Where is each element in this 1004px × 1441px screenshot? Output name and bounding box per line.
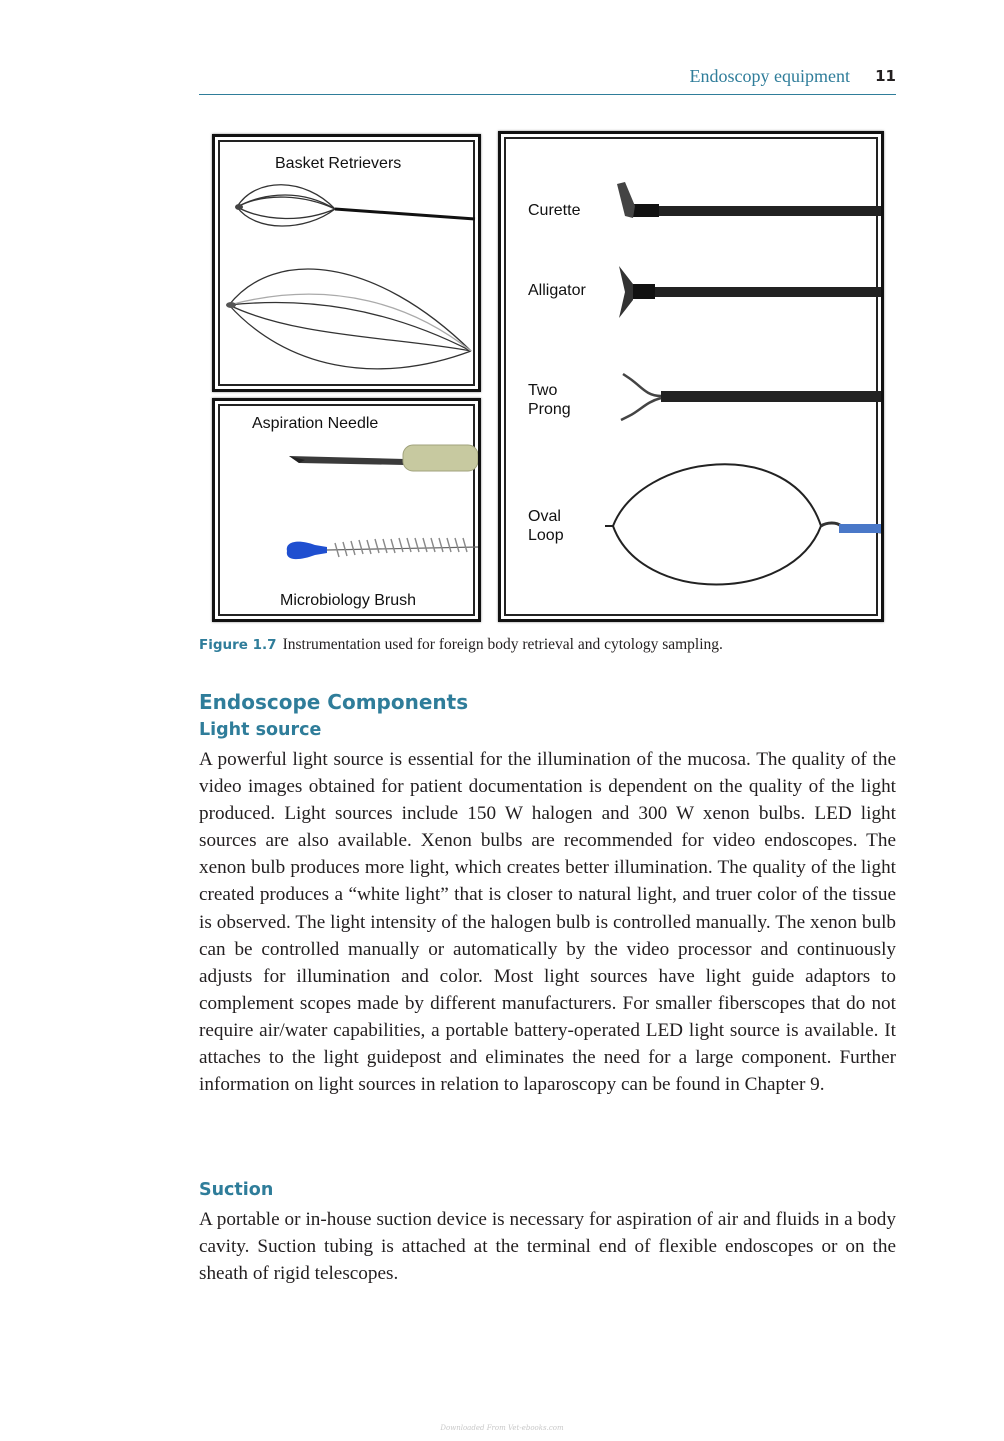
basket-retrievers-label: Basket Retrievers <box>275 155 402 172</box>
footer-watermark: Downloaded From Vet-ebooks.com <box>440 1424 564 1432</box>
basket-retrievers-illustration <box>215 137 478 389</box>
running-head <box>199 64 896 95</box>
page-number: 11 <box>875 67 896 85</box>
panel-forceps <box>498 131 884 622</box>
suction-paragraph: A portable or in-house suction device is necessary for aspiration of air and fluids in a body cavity. Suction tubing is attached at the terminal end of flexible endoscopes or on the sheath of rigid telescopes. <box>199 1209 896 1285</box>
figure-caption-text: Instrumentation used for foreign body retrieval and cytology sampling. <box>282 636 723 653</box>
alligator-label: Alligator <box>528 282 586 299</box>
oval-loop-label: Oval Loop <box>528 508 564 544</box>
microbiology-brush-label: Microbiology Brush <box>280 592 417 609</box>
light-source-heading: Light source <box>199 720 322 740</box>
panel-needle-brush <box>212 398 481 622</box>
section-title: Endoscope Components <box>199 690 469 714</box>
running-title: Endoscopy equipment <box>689 66 850 86</box>
figure-number: Figure 1.7 <box>199 637 277 653</box>
aspiration-needle-label: Aspiration Needle <box>252 415 379 432</box>
panel-basket-retrievers <box>212 134 481 392</box>
light-source-paragraph: A powerful light source is essential for the illumination of the mucosa. The quality of the video images obtained for patient documentation is dependent on the quality of the light produced. Light sources include 150 W halogen and 300 W xenon bulbs. LED light sources are also available. Xenon bulbs are recommended for video endoscopes. The xenon bulb produces more light, which creates better illumination. The quality of the light created produces a “white light” that is closer to natural light, and truer color of the tissue is observed. The light intensity of the halogen bulb is controlled manually. The xenon bulb can be controlled manually or automatically by the video processor and continuously adjusts for illumination and color. Most light sources have light guide adaptors to complement scopes made by different manufacturers. For smaller fiberscopes that do not require air/water capabilities, a portable battery-operated LED light source is available. It attaches to the light guidepost and eliminates the need for a large component. Further information on light sources in relation to laparoscopy can be found in Chapter 9. <box>199 749 896 1096</box>
suction-heading: Suction <box>199 1180 274 1200</box>
two-prong-label: Two Prong <box>528 382 571 418</box>
curette-label: Curette <box>528 202 581 219</box>
figure-caption <box>199 636 896 654</box>
needle-brush-illustration <box>215 401 478 619</box>
